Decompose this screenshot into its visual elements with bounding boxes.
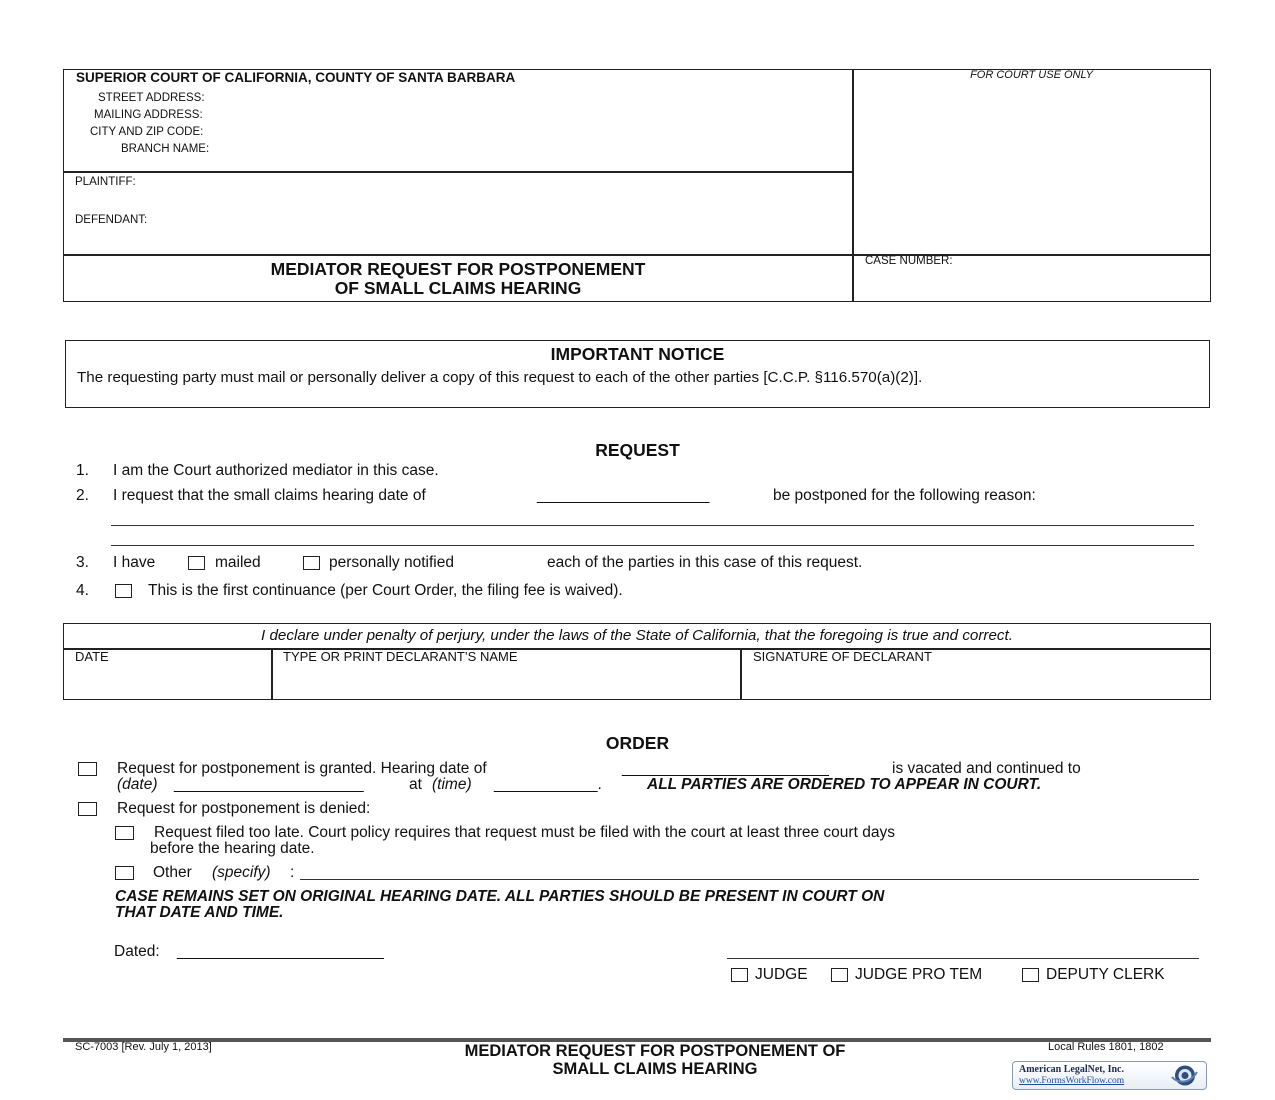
logo-globe-icon [1169,1063,1199,1088]
personally-notified-label: personally notified [329,554,454,571]
footer-title-line2: SMALL CLAIMS HEARING [552,1060,758,1078]
denied-text: Request for postponement is denied: [117,800,371,817]
logo-url: www.FormsWorkFlow.com [1019,1076,1125,1086]
granted-text-a: Request for postponement is granted. Hearing date of [117,760,487,777]
specify-label: (specify) [212,864,271,881]
remains-set-line1: CASE REMAINS SET ON ORIGINAL HEARING DATE. ALL PARTIES SHOULD BE PRESENT IN COURT ON [115,888,885,905]
defendant-label: DEFENDANT: [75,214,148,226]
remains-set-line2: THAT DATE AND TIME. [115,904,284,921]
branch-name-label: BRANCH NAME: [121,143,210,155]
item3-text-b: each of the parties in this case of this request. [547,554,863,571]
form-title-line1: MEDIATOR REQUEST FOR POSTPONEMENT [270,259,646,279]
city-zip-label: CITY AND ZIP CODE: [90,126,204,138]
hearing-date-field[interactable]: ____________________ [537,487,710,504]
appear-notice: ALL PARTIES ARE ORDERED TO APPEAR IN COURT. [647,776,1042,793]
item2-number: 2. [76,487,89,504]
mailed-checkbox[interactable] [188,556,205,570]
item1-number: 1. [76,462,89,479]
case-number-label: CASE NUMBER: [865,255,953,267]
dated-field[interactable]: ________________________ [177,943,384,960]
reason-line-1[interactable] [111,525,1194,526]
declarant-signature-label: SIGNATURE OF DECLARANT [753,649,932,664]
court-name: SUPERIOR COURT OF CALIFORNIA, COUNTY OF SANTA BARBARA [76,70,516,85]
judge-label: JUDGE [755,966,808,983]
continued-time-field[interactable]: ____________. [494,776,602,793]
granted-hearing-date-field[interactable]: ________________________ [622,760,829,777]
judge-signature-line[interactable] [727,958,1199,959]
personally-notified-checkbox[interactable] [303,556,320,570]
denied-checkbox[interactable] [78,802,97,816]
other-label: Other [153,864,192,881]
form-title-line2: OF SMALL CLAIMS HEARING [334,278,582,298]
item1-text: I am the Court authorized mediator in this case. [113,462,439,479]
mailing-address-label: MAILING ADDRESS: [94,109,203,121]
declaration-col-divider-1 [271,648,273,700]
judge-pro-tem-label: JUDGE PRO TEM [855,966,983,983]
court-use-label: FOR COURT USE ONLY [970,69,1093,81]
declarant-name-field[interactable] [274,666,739,698]
street-address-label: STREET ADDRESS: [98,92,205,104]
footer-title-line1: MEDIATOR REQUEST FOR POSTPONEMENT OF [464,1042,846,1060]
item4-text: This is the first continuance (per Court Order, the filing fee is waived). [148,582,623,599]
declarant-signature-field[interactable] [743,666,1209,698]
other-checkbox[interactable] [115,866,134,880]
declaration-row-divider [63,648,1211,650]
time-label: (time) [432,776,472,793]
date-label: (date) [117,776,158,793]
granted-text-b: is vacated and continued to [892,760,1081,777]
too-late-text-line2: before the hearing date. [150,840,315,857]
notice-title: IMPORTANT NOTICE [550,344,725,364]
caption-divider-2 [63,254,1211,256]
declaration-date-field[interactable] [66,666,270,698]
judge-pro-tem-checkbox[interactable] [831,968,848,982]
logo-company-name: American LegalNet, Inc. [1019,1064,1124,1075]
deputy-clerk-checkbox[interactable] [1022,968,1039,982]
item3-number: 3. [76,554,89,571]
item2-text-a: I request that the small claims hearing date of [113,487,426,504]
at-label: at [409,776,422,793]
judge-checkbox[interactable] [731,968,748,982]
request-title: REQUEST [595,440,680,460]
declaration-col-divider-2 [740,648,742,700]
order-title: ORDER [605,733,670,753]
notice-body: The requesting party must mail or personally deliver a copy of this request to each of the other parties [C.C.P. §116.570(a)(2)]. [77,369,923,386]
other-specify-field[interactable] [300,879,1199,880]
too-late-text-line1: Request filed too late. Court policy requires that request must be filed with the court at least three court days [154,824,895,841]
declaration-date-label: DATE [75,649,109,664]
declarant-name-label: TYPE OR PRINT DECLARANT’S NAME [283,649,518,664]
first-continuance-checkbox[interactable] [115,584,132,598]
declaration-statement: I declare under penalty of perjury, under the laws of the State of California, that the foregoing is true and correct. [261,627,1013,644]
granted-checkbox[interactable] [78,762,97,776]
item3-text-a: I have [113,554,156,571]
dated-label: Dated: [114,943,160,960]
plaintiff-label: PLAINTIFF: [75,176,136,188]
continued-date-field[interactable]: ______________________ [174,776,364,793]
american-legalnet-logo[interactable] [1012,1061,1207,1090]
deputy-clerk-label: DEPUTY CLERK [1046,966,1165,983]
footer-local-rules: Local Rules 1801, 1802 [1048,1041,1164,1053]
caption-divider-1 [63,171,853,173]
reason-line-2[interactable] [111,545,1194,546]
item4-number: 4. [76,582,89,599]
mailed-label: mailed [215,554,261,571]
specify-colon: : [290,864,295,881]
item2-text-b: be postponed for the following reason: [773,487,1036,504]
footer-form-id: SC-7003 [Rev. July 1, 2013] [75,1041,212,1053]
too-late-checkbox[interactable] [115,826,134,840]
